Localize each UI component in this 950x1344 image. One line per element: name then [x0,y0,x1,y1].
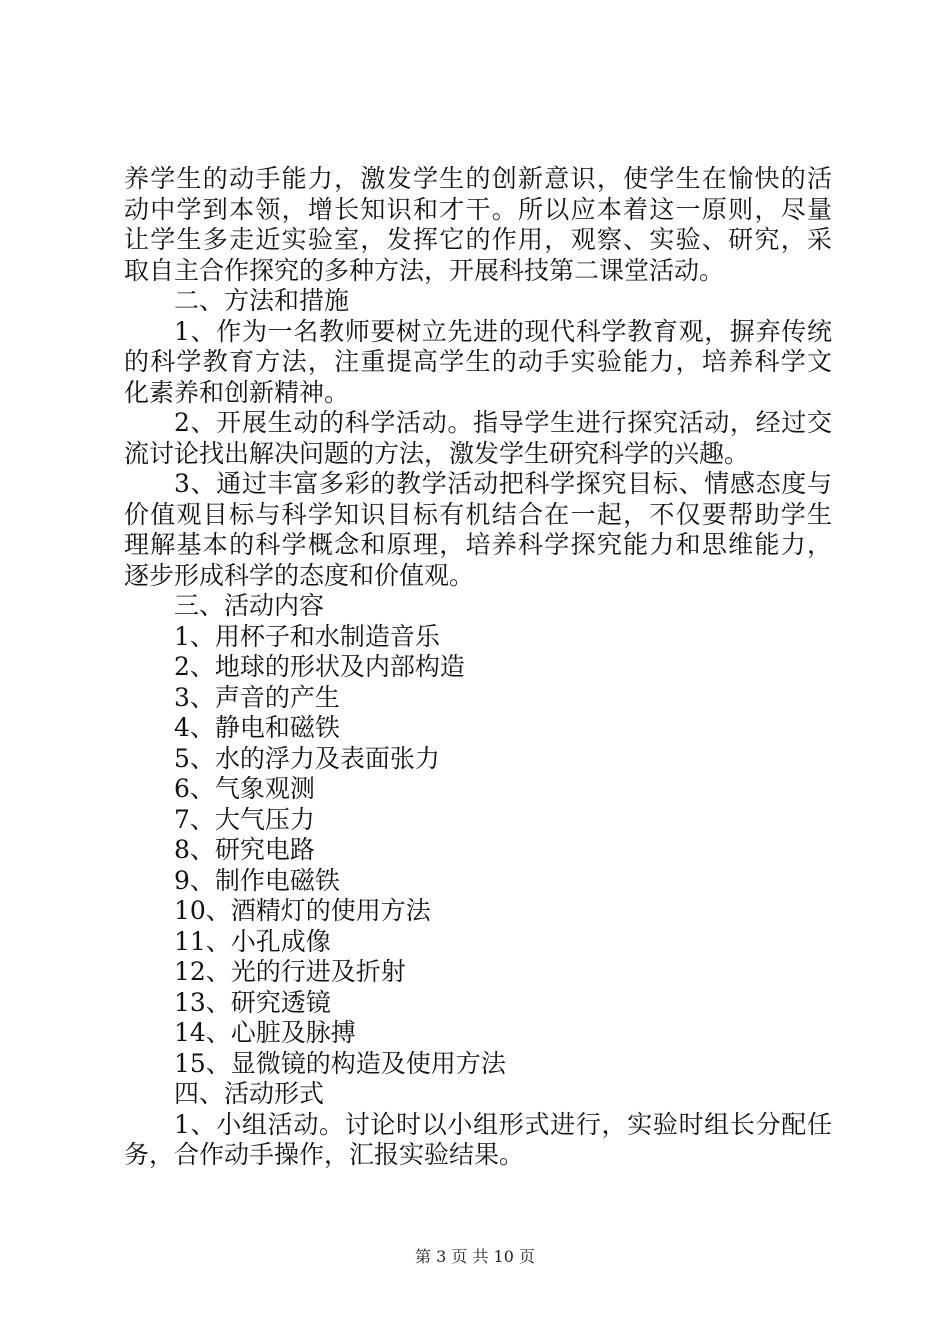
text-line: 价值观目标与科学知识目标有机结合在一起，不仅要帮助学生 [124,499,832,529]
text-line: 务，合作动手操作，汇报实验结果。 [124,1140,525,1169]
document-body [124,164,832,1171]
text-line: 6、气象观测 [174,774,315,803]
text-line: 动中学到本领，增长知识和才干。所以应本着这一原则，尽量 [124,194,832,224]
text-line: 2、开展生动的科学活动。指导学生进行探究活动，经过交 [174,408,832,437]
text-line: 1、作为一名教师要树立先进的现代科学教育观，摒弃传统 [174,316,832,346]
text-line: 二、方法和措施 [174,286,350,315]
text-line: 理解基本的科学概念和原理，培养科学探究能力和思维能力， [124,530,832,559]
text-line: 10、酒精灯的使用方法 [174,896,431,925]
text-line: 14、心脏及脉搏 [174,1018,356,1047]
text-line: 2、地球的形状及内部构造 [174,652,465,681]
text-line: 5、水的浮力及表面张力 [174,743,440,773]
text-line: 1、用杯子和水制造音乐 [174,621,440,651]
page-footer: 第 3 页 共 10 页 [415,1247,535,1266]
text-line: 三、活动内容 [174,591,325,620]
text-line: 4、静电和磁铁 [174,713,340,742]
text-line: 8、研究电路 [174,835,315,864]
text-line: 9、制作电磁铁 [174,865,340,895]
text-line: 养学生的动手能力，激发学生的创新意识，使学生在愉快的活 [124,164,832,193]
text-line: 15、显微镜的构造及使用方法 [174,1048,506,1078]
text-line: 的科学教育方法，注重提高学生的动手实验能力，培养科学文 [124,347,832,376]
text-line: 取自主合作探究的多种方法，开展科技第二课堂活动。 [124,255,725,285]
text-line: 四、活动形式 [174,1079,325,1108]
text-line: 7、大气压力 [174,804,315,834]
text-line: 流讨论找出解决问题的方法，激发学生研究科学的兴趣。 [124,438,750,468]
text-line: 化素养和创新精神。 [124,377,350,407]
text-line: 3、通过丰富多彩的教学活动把科学探究目标、情感态度与 [174,469,832,498]
text-line: 1、小组活动。讨论时以小组形式进行，实验时组长分配任 [174,1109,832,1139]
text-line: 13、研究透镜 [174,987,331,1017]
text-line: 让学生多走近实验室，发挥它的作用，观察、实验、研究，采 [124,225,832,254]
text-line: 12、光的行进及折射 [174,957,406,986]
text-line: 逐步形成科学的态度和价值观。 [124,560,475,590]
text-line: 3、声音的产生 [174,682,340,712]
text-line: 11、小孔成像 [174,926,331,956]
